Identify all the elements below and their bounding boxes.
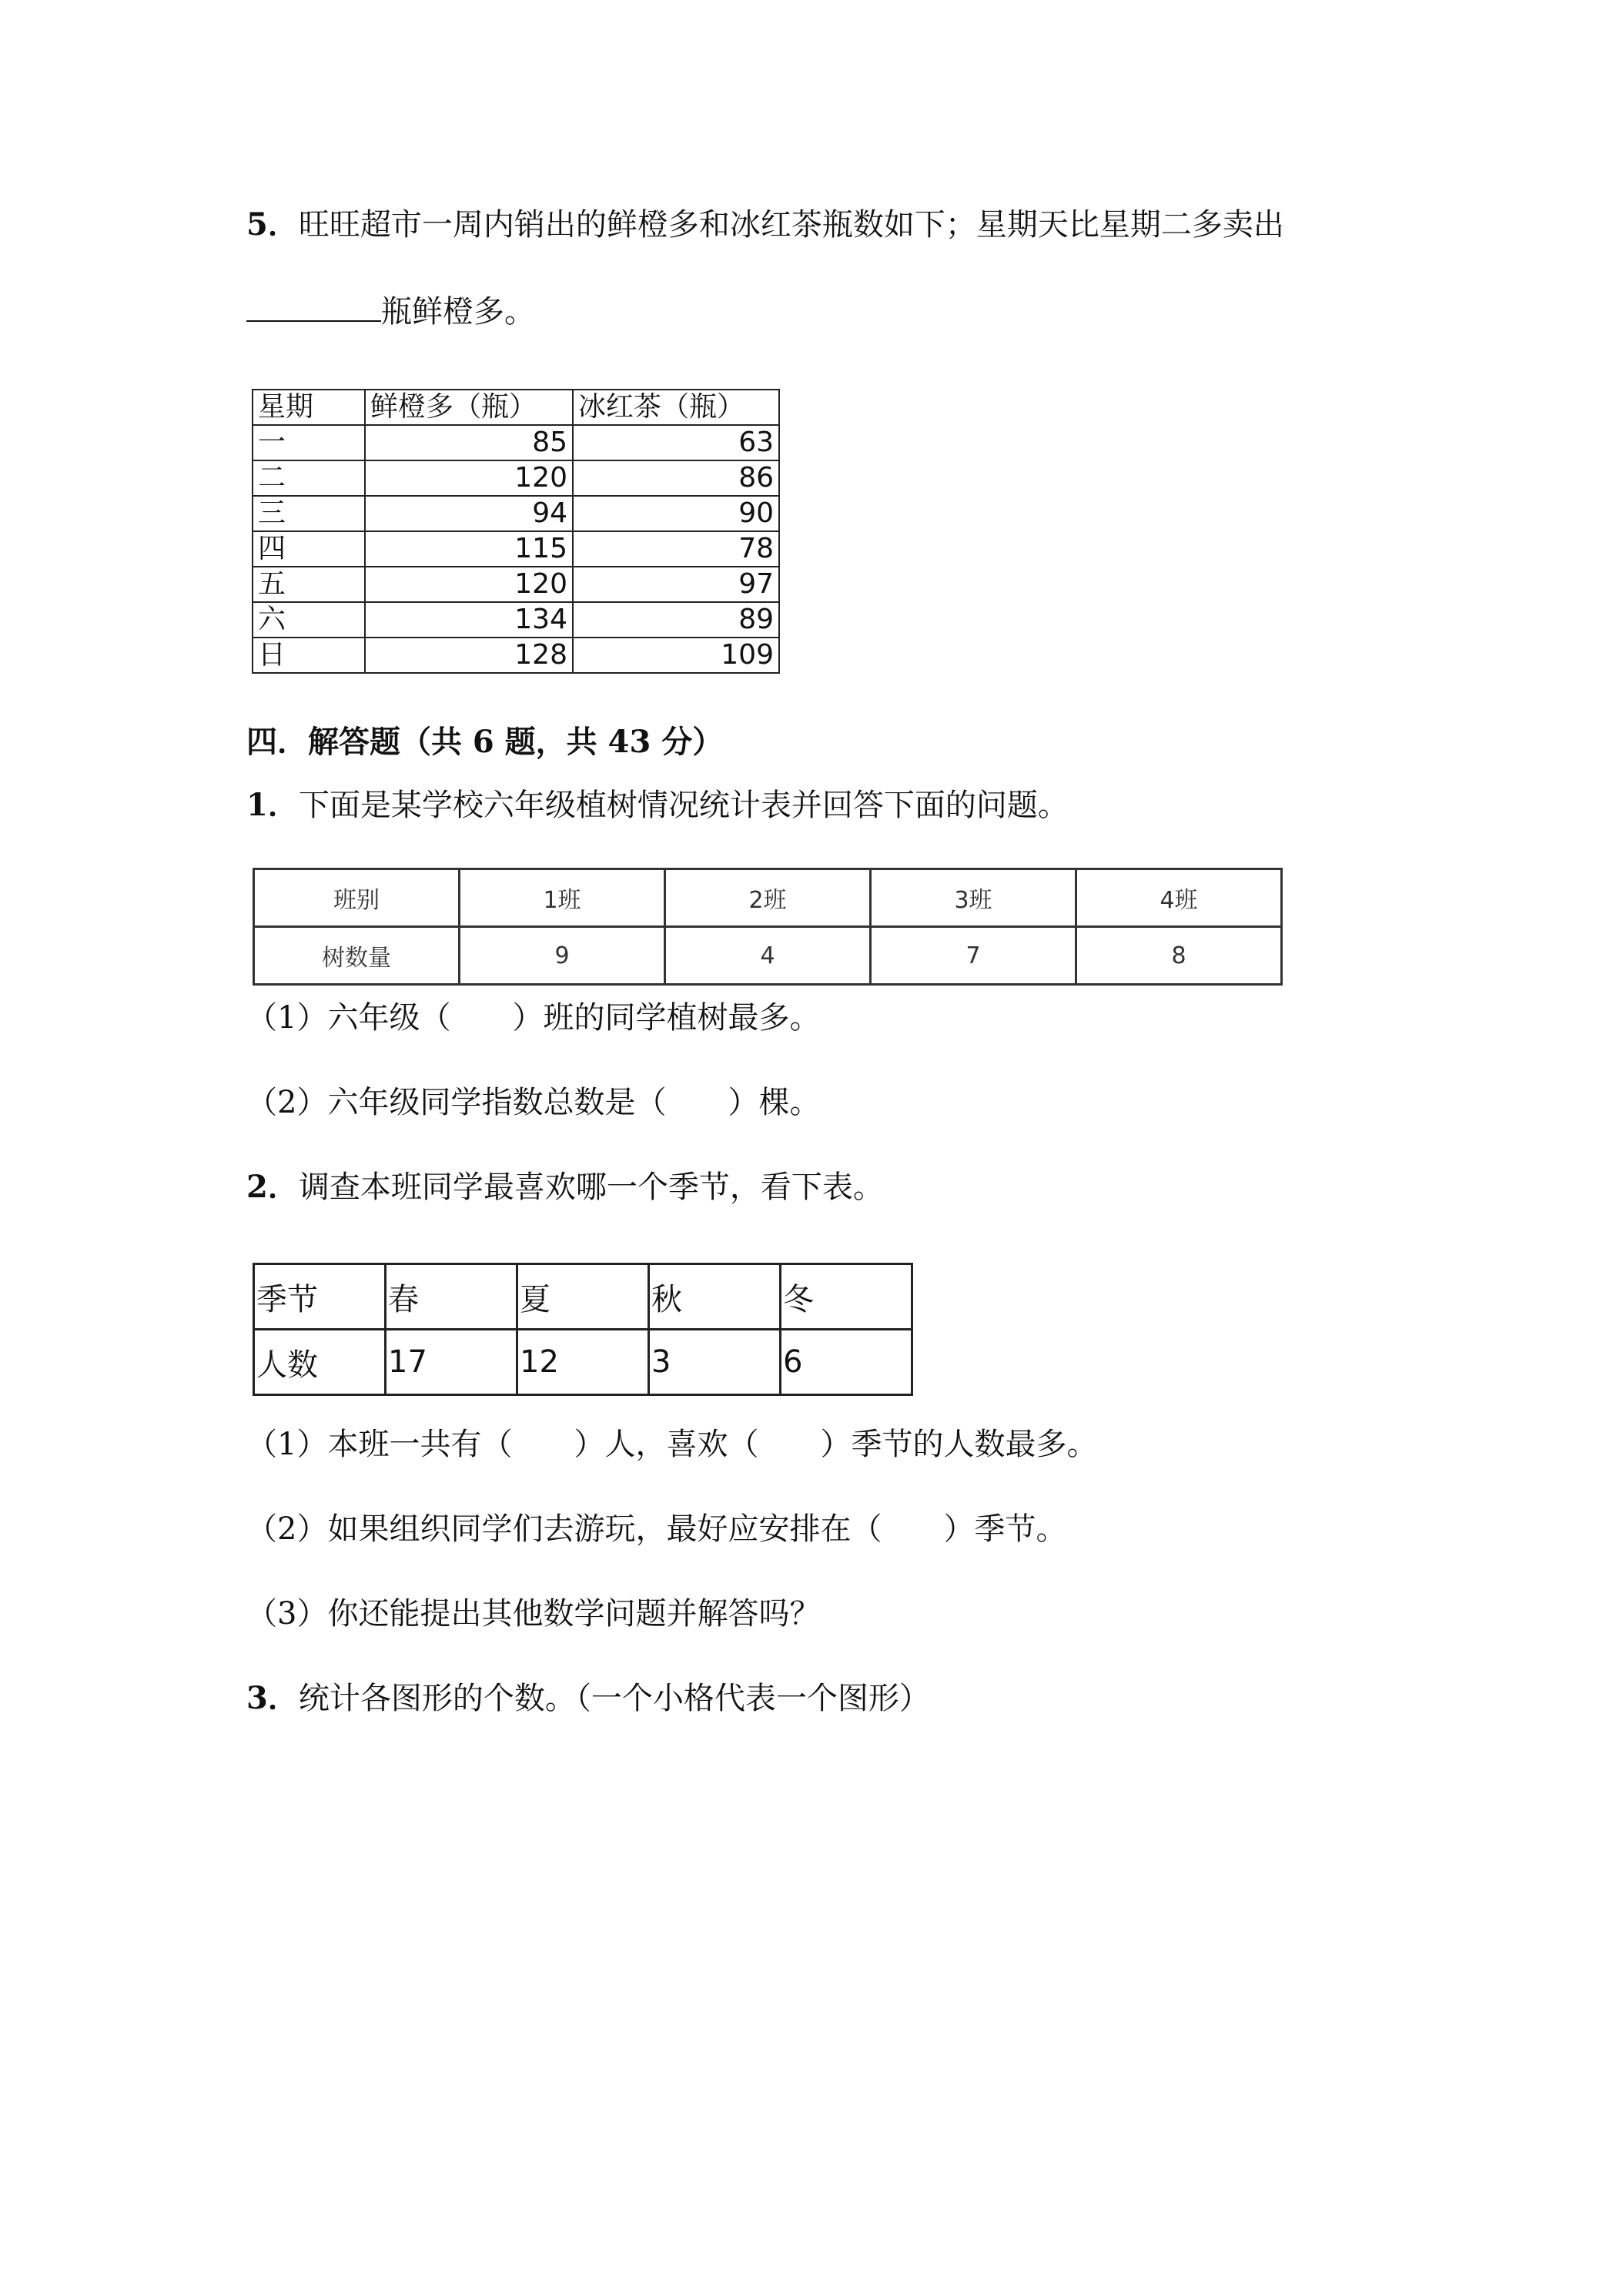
sub-question-2-3: （3）你还能提出其他数学问题并解答吗？: [246, 1596, 821, 1632]
table-cell: 2班: [665, 869, 871, 927]
table-row: [254, 1330, 912, 1395]
question-number: 1．: [246, 787, 299, 823]
table-cell: 二: [253, 460, 365, 496]
table-cell: 日: [253, 638, 365, 673]
header-cell: 冰红茶（瓶）: [573, 390, 779, 425]
table-cell: 7: [871, 927, 1076, 985]
table-cell: 春: [386, 1264, 517, 1330]
question-text: 旺旺超市一周内销出的鲜橙多和冰红茶瓶数如下；星期天比星期二多卖出: [298, 207, 1284, 243]
table-cell: 树数量: [254, 927, 460, 985]
table-cell: 8: [1076, 927, 1282, 985]
table-cell: 班别: [254, 869, 460, 927]
question-text: 统计各图形的个数。（一个小格代表一个图形）: [298, 1681, 930, 1716]
table-cell: 90: [573, 496, 779, 531]
tree-planting-table: [253, 868, 1283, 986]
question-text-cont: 瓶鲜橙多。: [381, 294, 535, 330]
table-cell: 120: [365, 460, 573, 496]
table-cell: 63: [573, 425, 779, 460]
table-row: [253, 425, 779, 460]
table-cell: 128: [365, 638, 573, 673]
answer-blank[interactable]: [246, 291, 381, 322]
question-3: [246, 1680, 930, 1717]
question-2: [246, 1169, 884, 1206]
header-cell: 鲜橙多（瓶）: [365, 390, 573, 425]
sub-question-1-2: （2）六年级同学指数总数是（ ）棵。: [246, 1085, 821, 1120]
table-cell: 季节: [254, 1264, 386, 1330]
table-cell: 4班: [1076, 869, 1282, 927]
table-row: [253, 496, 779, 531]
table-cell: 四: [253, 531, 365, 567]
table-row: [254, 927, 1282, 985]
header-cell: 星期: [253, 390, 365, 425]
table-cell: 六: [253, 602, 365, 638]
table-row: [253, 460, 779, 496]
table-header-row: [253, 390, 779, 425]
table-row: [254, 1264, 912, 1330]
table-row: [253, 602, 779, 638]
table-cell: 3班: [871, 869, 1076, 927]
table-cell: 3: [649, 1330, 781, 1395]
question-number: 5．: [246, 206, 299, 243]
table-cell: 115: [365, 531, 573, 567]
question-text: 调查本班同学最喜欢哪一个季节，看下表。: [298, 1170, 884, 1205]
table-row: [253, 567, 779, 602]
question-text: 下面是某学校六年级植树情况统计表并回答下面的问题。: [298, 788, 1069, 823]
table-cell: 夏: [517, 1264, 649, 1330]
table-cell: 109: [573, 638, 779, 673]
sub-question-2-1: （1）本班一共有（ ）人，喜欢（ ）季节的人数最多。: [246, 1427, 1098, 1462]
table-cell: 17: [386, 1330, 517, 1395]
question-5-line2: [246, 291, 535, 330]
table-cell: 120: [365, 567, 573, 602]
table-cell: 134: [365, 602, 573, 638]
table-cell: 78: [573, 531, 779, 567]
table-cell: 三: [253, 496, 365, 531]
table-row: [253, 531, 779, 567]
table-cell: 4: [665, 927, 871, 985]
season-table: [253, 1263, 913, 1396]
sub-question-1-1: （1）六年级（ ）班的同学植树最多。: [246, 1000, 821, 1036]
table-cell: 6: [781, 1330, 912, 1395]
table-cell: 1班: [460, 869, 665, 927]
question-5: [246, 206, 1284, 243]
table-cell: 秋: [649, 1264, 781, 1330]
sub-question-2-2: （2）如果组织同学们去游玩，最好应安排在（ ）季节。: [246, 1511, 1067, 1547]
table-cell: 五: [253, 567, 365, 602]
table-cell: 89: [573, 602, 779, 638]
table-cell: 86: [573, 460, 779, 496]
table-cell: 人数: [254, 1330, 386, 1395]
table-cell: 12: [517, 1330, 649, 1395]
sales-table: [252, 389, 780, 674]
question-number: 3．: [246, 1680, 299, 1716]
section-title: 四．解答题（共 6 题，共 43 分）: [246, 724, 724, 760]
table-cell: 9: [460, 927, 665, 985]
table-row: [253, 638, 779, 673]
table-cell: 85: [365, 425, 573, 460]
table-row: [254, 869, 1282, 927]
question-1: [246, 787, 1069, 824]
table-cell: 97: [573, 567, 779, 602]
table-cell: 94: [365, 496, 573, 531]
table-cell: 一: [253, 425, 365, 460]
table-cell: 冬: [781, 1264, 912, 1330]
question-number: 2．: [246, 1169, 299, 1205]
